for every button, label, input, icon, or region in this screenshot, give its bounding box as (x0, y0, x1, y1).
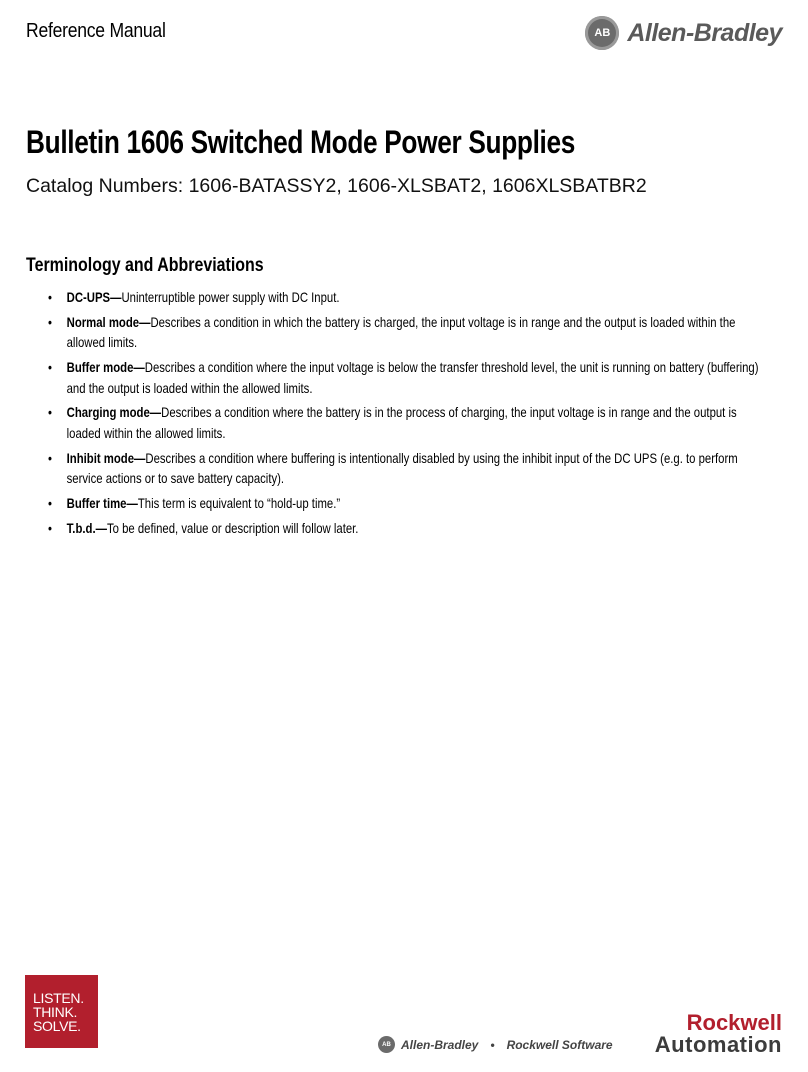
list-item (48, 493, 774, 514)
section-heading: Terminology and Abbreviations (26, 255, 264, 276)
listen-think-solve-logo (25, 975, 98, 1048)
automation-wordmark: Automation (654, 1032, 782, 1057)
bullet-icon: • (48, 289, 52, 305)
list-item (48, 518, 774, 539)
bullet-icon: • (48, 359, 52, 376)
term-name: Normal mode— (66, 313, 151, 330)
term-description: Describes a condition where buffering is intentionally disabled by using the inhibit input of the DC UPS (e.g. to perform service actions or to save battery capacity). (66, 449, 738, 487)
term-name: Buffer time— (66, 494, 138, 511)
bullet-icon: • (48, 449, 52, 466)
bullet-icon: • (48, 313, 52, 330)
ab-seal-small-icon: AB (378, 1036, 395, 1053)
term-description: Describes a condition in which the battery is charged, the input voltage is in range and the output is loaded within the allowed limits. (66, 313, 736, 351)
list-item (48, 402, 774, 443)
rockwell-automation-logo (655, 1012, 782, 1056)
list-item (48, 312, 774, 353)
term-name: Buffer mode— (66, 359, 145, 376)
ab-seal-icon: AB (585, 16, 619, 50)
term-name: Charging mode— (66, 404, 162, 421)
bullet-icon: • (48, 519, 52, 536)
term-name: DC-UPS— (66, 289, 122, 305)
term-description: Describes a condition where the battery is in the process of charging, the input voltage is in range and the output is loaded within the allowed limits. (66, 404, 737, 441)
list-item (48, 448, 774, 489)
allen-bradley-wordmark: Allen-Bradley (627, 18, 782, 47)
bullet-icon: • (48, 494, 52, 511)
lts-line-1: LISTEN. (33, 989, 84, 1006)
term-description: Uninterruptible power supply with DC Input. (121, 289, 340, 305)
term-description: This term is equivalent to “hold-up time.” (137, 494, 341, 511)
rockwell-wordmark: Rockwell (686, 1010, 782, 1035)
footer-brand-allen-bradley: Allen-Bradley (401, 1037, 479, 1052)
term-name: Inhibit mode— (66, 449, 146, 466)
bullet-icon: • (48, 404, 52, 421)
footer-brand-rockwell-software: Rockwell Software (506, 1037, 613, 1052)
term-description: Describes a condition where the input voltage is below the transfer threshold level, the unit is running on battery (buffering) and the output is loaded within the allowed limits. (66, 359, 759, 396)
catalog-numbers: Catalog Numbers: 1606-BATASSY2, 1606-XLSBAT2, 1606XLSBATBR2 (26, 175, 647, 197)
term-name: T.b.d.— (66, 519, 107, 536)
allen-bradley-logo (585, 16, 782, 50)
document-type-label: Reference Manual (26, 20, 166, 42)
term-description: To be defined, value or description will follow later. (106, 519, 359, 536)
document-title: Bulletin 1606 Switched Mode Power Supplies (26, 124, 576, 160)
footer-brand-line (378, 1036, 613, 1053)
lts-line-3: SOLVE. (33, 1017, 81, 1034)
lts-line-2: THINK. (33, 1003, 78, 1020)
terminology-list (48, 287, 774, 543)
footer-separator: • (490, 1037, 495, 1052)
list-item (48, 287, 774, 308)
list-item (48, 357, 774, 398)
